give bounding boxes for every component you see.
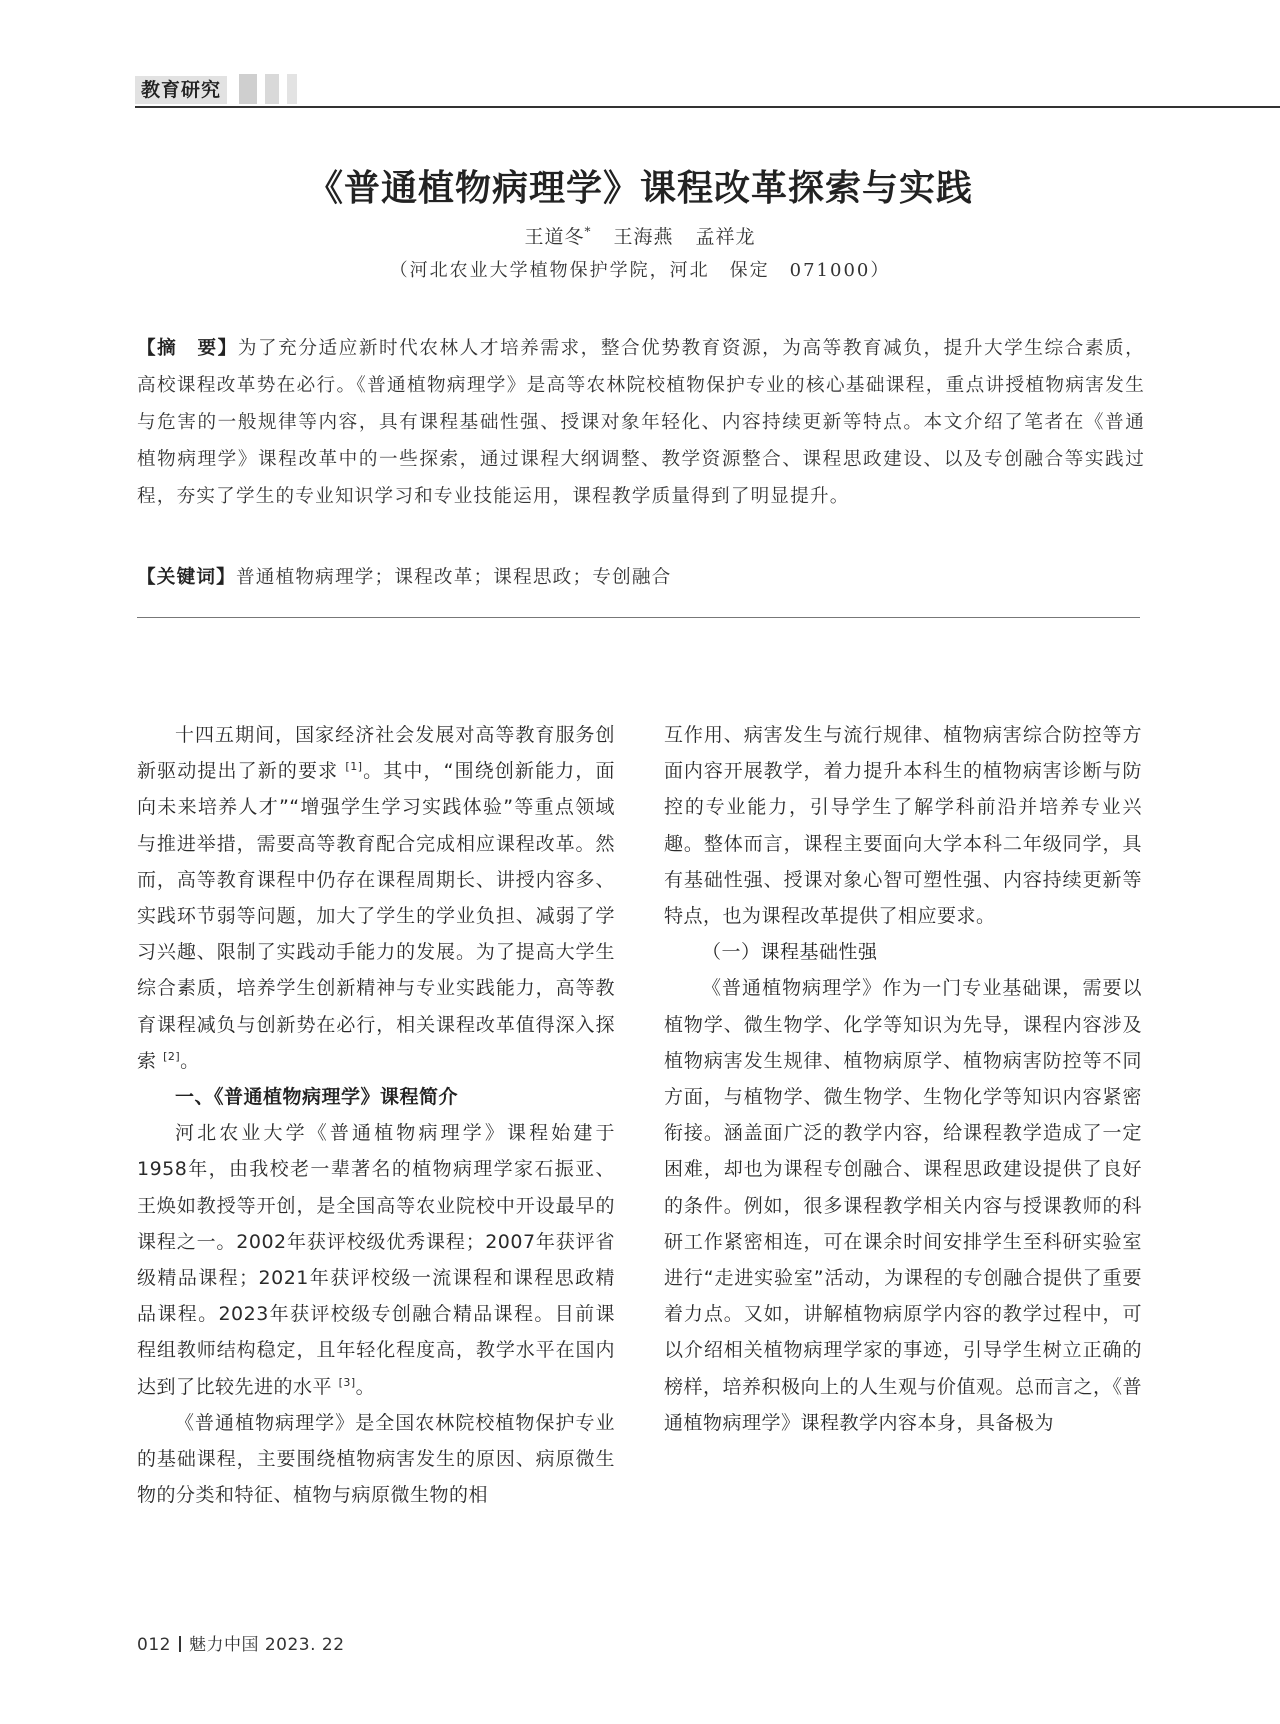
subsection-heading: （一）课程基础性强 <box>702 941 878 964</box>
paragraph-text: 。 <box>180 1049 200 1072</box>
keywords-text: 普通植物病理学；课程改革；课程思政；专创融合 <box>235 567 672 588</box>
keywords-label: 【关键词】 <box>137 567 236 588</box>
author-2: 王海燕 <box>613 226 674 248</box>
abstract-text: 为了充分适应新时代农林人才培养需求，整合优势教育资源，为高等教育减负，提升大学生综合素质，高校课程改革势在必行。《普通植物病理学》是高等农林院校植物保护专业的核心基础课程，重点讲授植物病害发生与危害的一般规律等内容，具有课程基础性强、授课对象年轻化、内容持续更新等特点。本文介绍了笔者在《普通植物病理学》课程改革中的一些探索，通过课程大纲调整、教学资源整合、课程思政建设、以及专创融合等实践过程，夯实了学生的专业知识学习和专业技能运用，课程教学质量得到了明显提升。 <box>137 338 1145 507</box>
body-column-right <box>664 717 1142 1441</box>
footer-separator <box>179 1636 181 1652</box>
paragraph-text: 河北农业大学《普通植物病理学》课程始建于1958年，由我校老一辈著名的植物病理学家石振亚、王焕如教授等开创，是全国高等农业院校中开设最早的课程之一。2002年获评校级优秀课程；2007年获评省级精品课程；2021年获评校级一流课程和课程思政精品课程。2023年获评校级专创融合精品课程。目前课程组教师结构稳定，且年轻化程度高，教学水平在国内达到了比较先进的水平 <box>137 1122 615 1398</box>
paragraph-text: 。 <box>355 1375 376 1398</box>
section-heading: 一、《普通植物病理学》课程简介 <box>175 1086 459 1109</box>
paragraph-text: 十四五期间，国家经济社会发展对高等教育服务创新驱动提出了新的要求 <box>137 724 615 783</box>
author-3: 孟祥龙 <box>695 226 756 248</box>
citation: [1] <box>345 760 363 774</box>
paragraph <box>137 1115 615 1405</box>
paragraph: 《普通植物病理学》作为一门专业基础课，需要以植物学、微生物学、化学等知识为先导，课程内容涉及植物病害发生规律、植物病原学、植物病害防控等不同方面，与植物学、微生物学、生物化学等知识内容紧密衔接。涵盖面广泛的教学内容，给课程教学造成了一定困难，却也为课程专创融合、课程思政建设提供了良好的条件。例如，很多课程教学相关内容与授课教师的科研工作紧密相连，可在课余时间安排学生至科研实验室进行“走进实验室”活动，为课程的专创融合提供了重要着力点。又如，讲解植物病原学内容的教学过程中，可以介绍相关植物病理学家的事迹，引导学生树立正确的榜样，培养积极向上的人生观与价值观。总而言之，《普通植物病理学》课程教学内容本身，具备极为 <box>664 977 1143 1434</box>
page-footer <box>137 1630 345 1655</box>
abstract-divider <box>137 617 1140 618</box>
paragraph: 互作用、病害发生与流行规律、植物病害综合防控等方面内容开展教学，着力提升本科生的植物病害诊断与防控的专业能力，引导学生了解学科前沿并培养专业兴趣。整体而言，课程主要面向大学本科二年级同学，具有基础性强、授课对象心智可塑性强、内容持续更新等特点，也为课程改革提供了相应要求。 <box>664 724 1142 928</box>
corresponding-mark: * <box>584 224 592 239</box>
paragraph-text: 。其中，“围绕创新能力，面向未来培养人才”“增强学生学习实践体验”等重点领域与推进举措，需要高等教育配合完成相应课程改革。然而，高等教育课程中仍存在课程周期长、讲授内容多、实践环节弱等问题，加大了学生的学业负担、减弱了学习兴趣、限制了实践动手能力的发展。为了提高大学生综合素质，培养学生创新精神与专业实践能力，高等教育课程减负与创新势在必行，相关课程改革值得深入探索 <box>137 760 615 1072</box>
abstract-label: 【摘 要】 <box>137 338 238 359</box>
body-column-left <box>137 717 615 1513</box>
citation: [3] <box>338 1375 356 1389</box>
affiliation: （河北农业大学植物保护学院，河北 保定 071000） <box>389 260 891 281</box>
paragraph: 《普通植物病理学》是全国农林院校植物保护专业的基础课程，主要围绕植物病害发生的原因、病原微生物的分类和特征、植物与病原微生物的相 <box>137 1411 615 1507</box>
page-header <box>135 70 1280 108</box>
abstract <box>137 330 1145 515</box>
paragraph <box>137 717 615 1079</box>
article-title: 《普通植物病理学》课程改革探索与实践 <box>306 168 973 209</box>
citation: [2] <box>163 1049 181 1063</box>
author-list <box>0 222 1280 249</box>
author-1: 王道冬 <box>524 226 585 248</box>
keywords <box>137 562 1145 594</box>
page-number: 012 <box>137 1635 171 1655</box>
journal-issue: 魅力中国 2023. 22 <box>188 1635 345 1655</box>
section-label: 教育研究 <box>135 76 227 104</box>
